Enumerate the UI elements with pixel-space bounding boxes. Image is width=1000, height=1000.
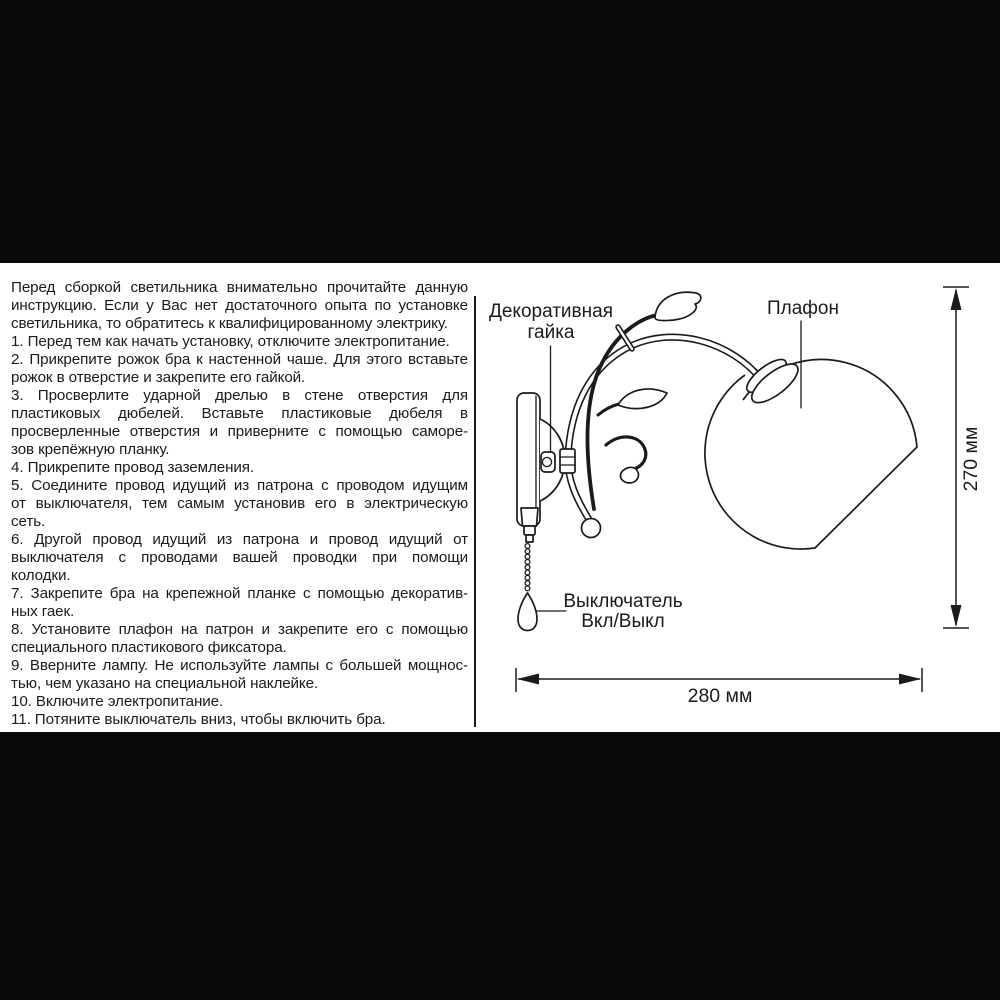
content-panel [0, 263, 1000, 732]
instruction-line: 1. Перед тем как начать установку, отключите электропитание. [11, 333, 450, 350]
instruction-line: от выключателя, тем самым установив его в электрическую [11, 495, 468, 512]
instruction-line: светильника, то обратитесь к квалифицированному электрику. [11, 315, 448, 332]
switch-housing [521, 508, 538, 542]
instruction-line: 3. Просверлите ударной дрелью в стене отверстия для [11, 387, 468, 404]
instruction-line: инструкцию. Если у Вас нет достаточного опыта по установке [11, 297, 468, 314]
instruction-line: 8. Установите плафон на патрон и закрепите его с помощью [11, 621, 468, 638]
instruction-line: зов крепёжную планку. [11, 441, 170, 458]
instruction-line: сеть. [11, 513, 46, 530]
arm-end-knob [582, 519, 601, 538]
instruction-line: пластиковых дюбелей. Вставьте пластиковые дюбеля в [11, 405, 468, 422]
width-dimension-label: 280 мм [687, 685, 753, 707]
chain-switch-handle [518, 593, 537, 631]
instructions-text [11, 279, 468, 729]
instruction-line: 10. Включите электропитание. [11, 693, 224, 710]
instruction-line: рожок в отверстие и закрепите его гайкой. [11, 369, 306, 386]
instruction-line: 7. Закрепите бра на крепежной планке с помощью декоратив- [11, 585, 468, 602]
instruction-line: тью, чем указано на специальной наклейке. [11, 675, 319, 692]
switch-label-line1: Выключатель [563, 591, 683, 612]
nut-label-line1: Декоративная [488, 301, 613, 322]
wall-plate [517, 393, 540, 526]
instruction-line: специального пластикового фиксатора. [11, 639, 287, 656]
column-divider [474, 296, 476, 727]
instruction-line: ных гаек. [11, 603, 75, 620]
pull-chain [525, 544, 530, 591]
vine-bud [620, 467, 638, 483]
instruction-line: просверленные отверстия и приверните с помощью саморе- [11, 423, 468, 440]
height-dimension-label: 270 мм [960, 426, 982, 492]
instruction-line: 9. Вверните лампу. Не используйте лампы с большей мощнос- [11, 657, 468, 674]
shade-label: Плафон [766, 298, 839, 319]
instruction-line: 4. Прикрепите провод заземления. [11, 459, 254, 476]
nut-label-line2: гайка [527, 322, 575, 343]
decorative-nut [541, 452, 555, 472]
leaf-middle [618, 389, 667, 409]
instruction-line: 11. Потяните выключатель вниз, чтобы включить бра. [11, 711, 386, 728]
instruction-line: 2. Прикрепите рожок бра к настенной чаше. Для этого вставьте [11, 351, 468, 368]
lamp-shade [705, 359, 917, 549]
switch-label-line2: Вкл/Выкл [581, 611, 665, 632]
instruction-line: 6. Другой провод идущий из патрона и провод идущий от [11, 531, 468, 548]
instruction-line: колодки. [11, 567, 71, 584]
nut-label [486, 301, 616, 343]
arm-holder-block [560, 449, 575, 473]
instruction-line: 5. Соедините провод идущий из патрона с проводом идущим [11, 477, 468, 494]
instruction-line: Перед сборкой светильника внимательно прочитайте данную [11, 279, 468, 296]
instruction-line: выключателя с проводами вашей проводки при помощи [11, 549, 468, 566]
leaf-top [655, 292, 701, 320]
switch-label [560, 592, 686, 632]
